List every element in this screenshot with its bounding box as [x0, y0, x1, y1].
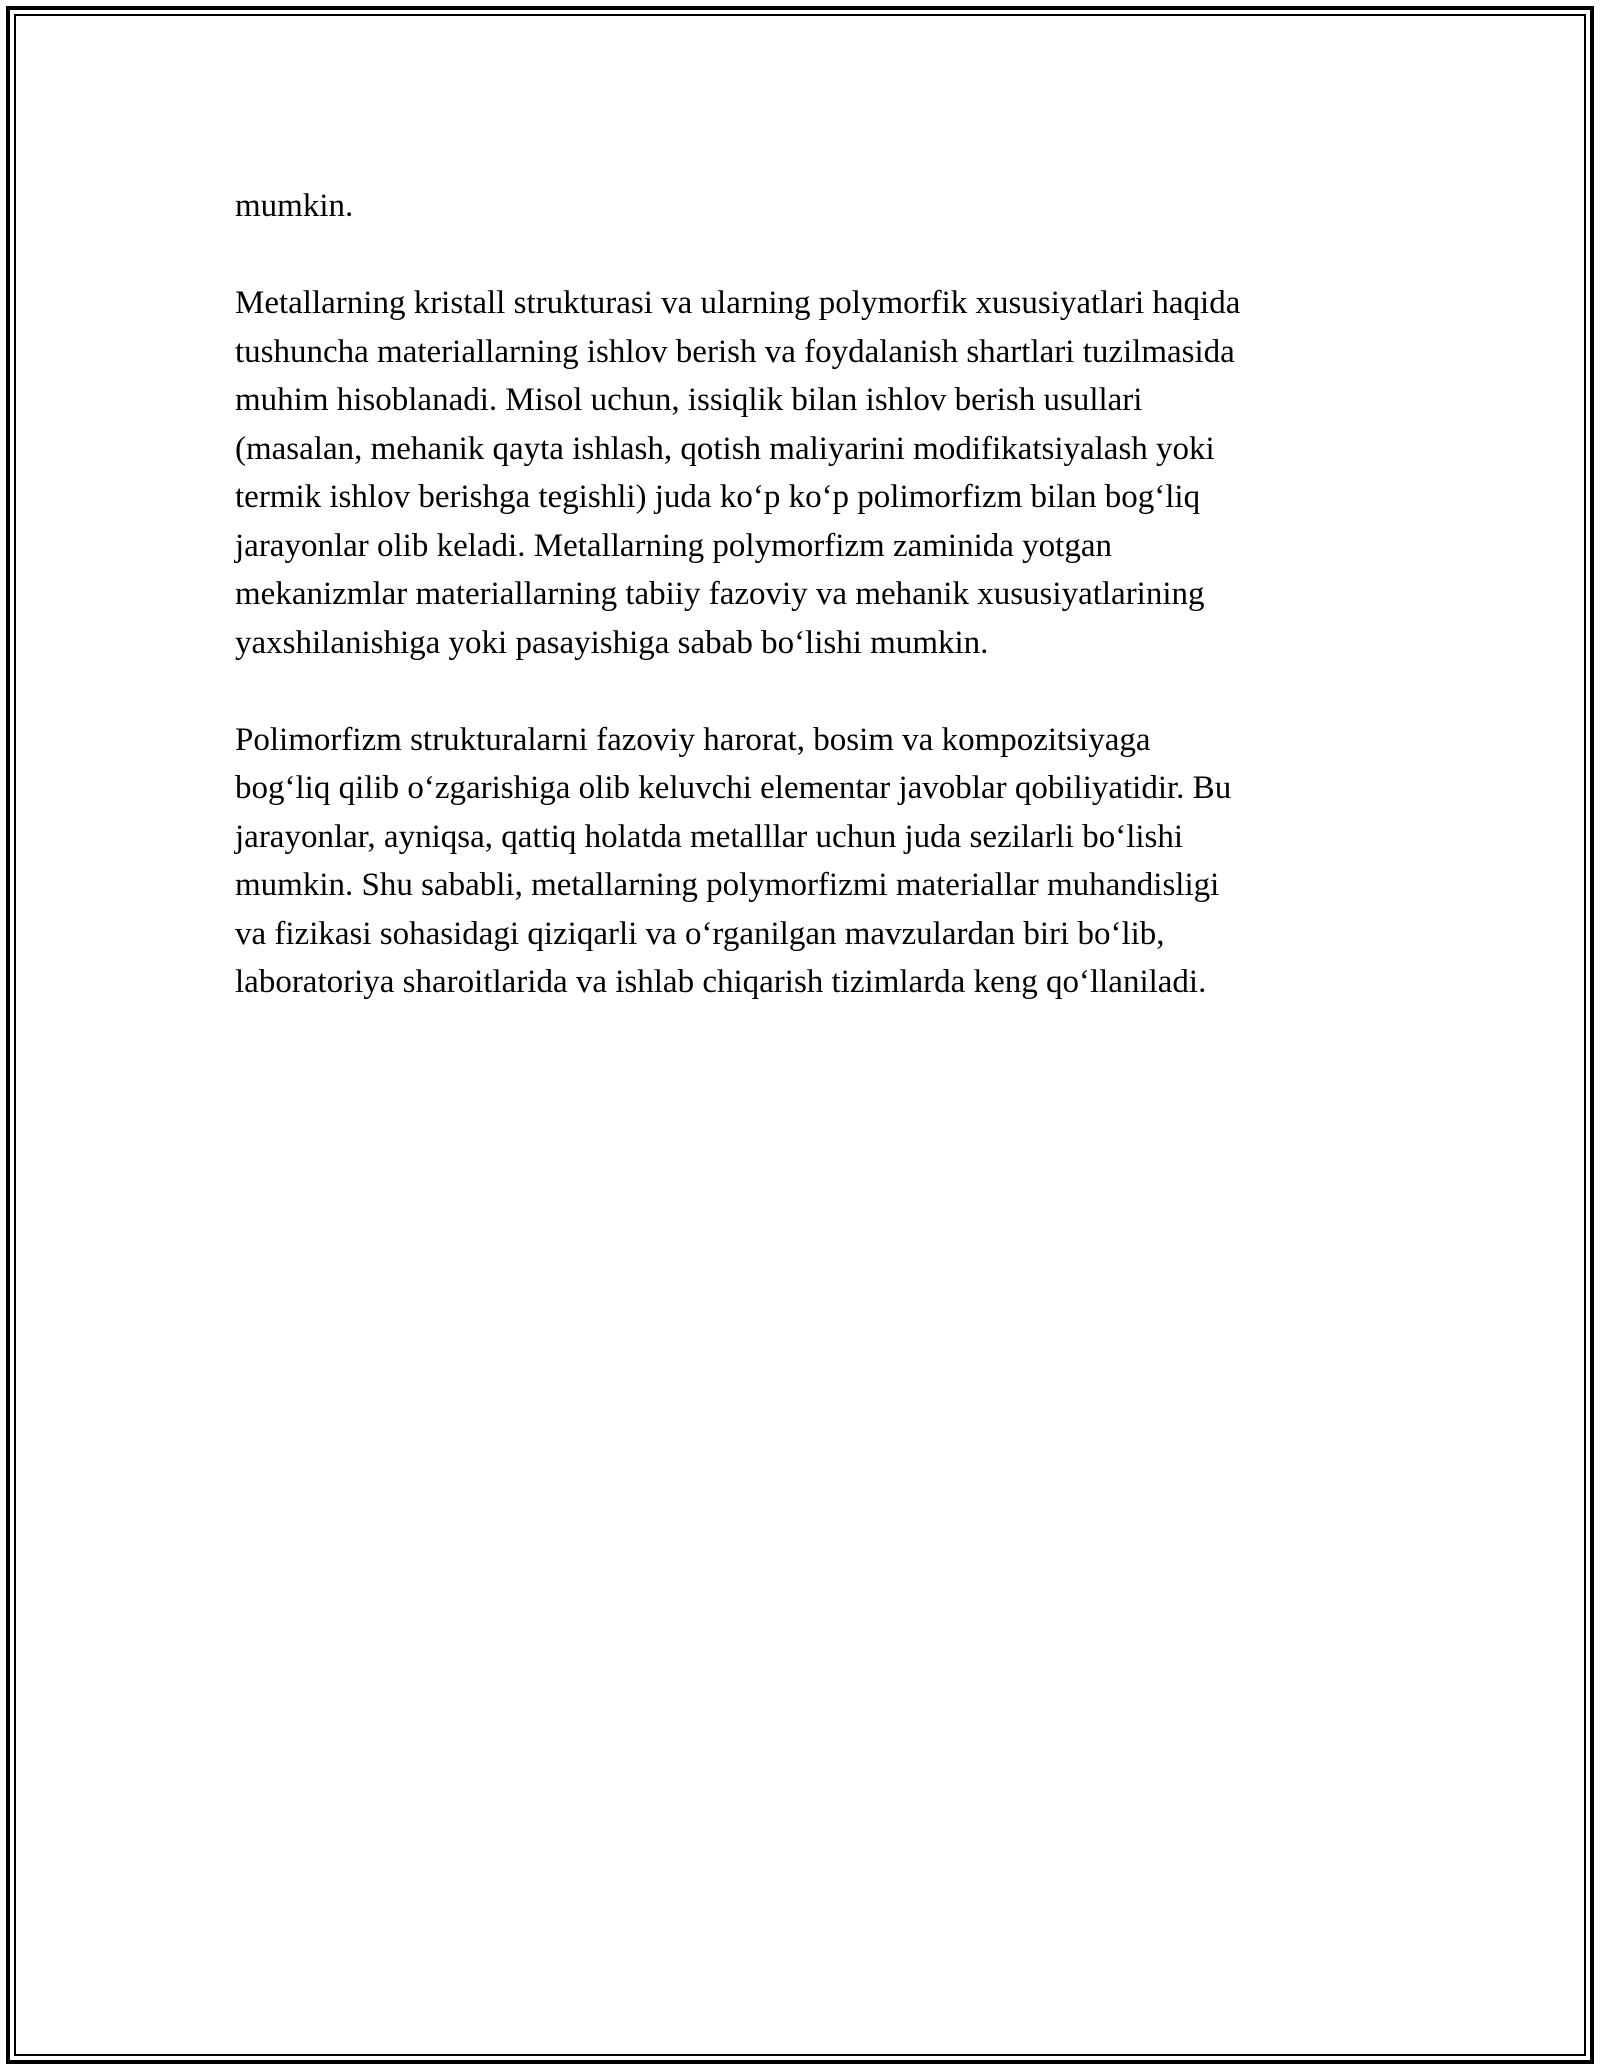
paragraph-polymorphism: Polimorfizm strukturalarni fazoviy harorat, bosim va kompozitsiyaga bogʻliq qilib oʻzgarishiga olib keluvchi elementar javoblar qobiliyatidir. Bu jarayonlar, ayniqsa, qattiq holatda metalllar uchun juda sezilarli boʻlishi mumkin. Shu sababli, metallarning polymorfizmi materiallar muhandisligi va fizikasi sohasidagi qiziqarli va oʻrganilgan mavzulardan biri boʻlib, laboratoriya sharoitlarida va ishlab chiqarish tizimlarda keng qoʻllaniladi.: [235, 721, 1232, 1000]
paragraph-continuation: mumkin.: [235, 188, 354, 224]
document-body: [235, 182, 1365, 1055]
paragraph-crystal-structure: Metallarning kristall strukturasi va ularning polymorfik xususiyatlari haqida tushuncha materiallarning ishlov berish va foydalanish shartlari tuzilmasida muhim hisoblanadi. Misol uchun, issiqlik bilan ishlov berish usullari (masalan, mehanik qayta ishlash, qotish maliyarini modifikatsiyalash yoki termik ishlov berishga tegishli) juda koʻp koʻp polimorfizm bilan bogʻliq jarayonlar olib keladi. Metallarning polymorfizm zaminida yotgan mekanizmlar materiallarning tabiiy fazoviy va mehanik xususiyatlarining yaxshilanishiga yoki pasayishiga sabab boʻlishi mumkin.: [235, 285, 1241, 661]
